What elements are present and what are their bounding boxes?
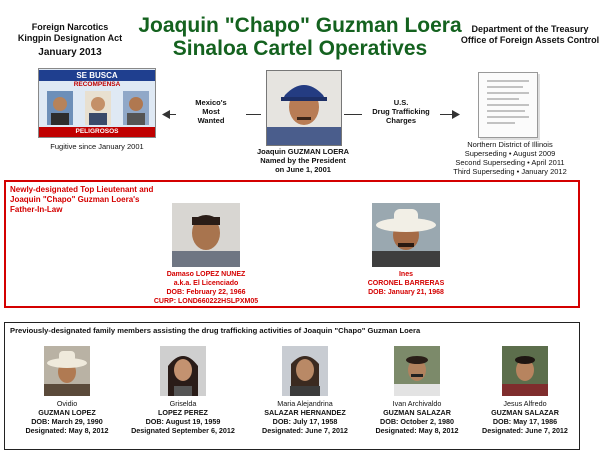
member-dob: DOB: October 2, 1980 (380, 417, 454, 426)
lopez-nunez-curp: CURP: LOND660222HSLPXM05 (153, 298, 259, 305)
most-wanted-line-1: Mexico's (195, 98, 227, 107)
member-designated: Designated: June 7, 2012 (262, 426, 348, 435)
member-first-name: Maria Alejandrina (277, 399, 333, 408)
agency-name (460, 24, 600, 46)
page-title (120, 14, 480, 60)
newly-heading-line-1: Newly-designated Top Lieutenant and (10, 185, 154, 194)
title-line-2: Sinaloa Cartel Operatives (172, 37, 428, 60)
coronel-barreras-photo (372, 203, 440, 267)
guzman-loera-name: Joaquin GUZMAN LOERA (256, 147, 350, 156)
newly-heading-line-3: Father-In-Law (10, 205, 63, 214)
indictment-caption (440, 140, 580, 176)
indictment-superseding-3: Third Superseding • January 2012 (453, 167, 567, 176)
family-member-jesus (470, 399, 580, 435)
most-wanted-label (176, 98, 246, 125)
guzman-loera-caption (238, 147, 368, 174)
member-dob: DOB: March 29, 1990 (31, 417, 103, 426)
agency-line-2: Office of Foreign Assets Control (460, 35, 600, 45)
poster-footer: PELIGROSOS (39, 127, 155, 137)
agency-line-1: Department of the Treasury (471, 24, 589, 34)
poster-photo-1 (47, 91, 73, 125)
lopez-nunez-caption (136, 270, 276, 306)
member-last-name: GUZMAN SALAZAR (383, 408, 451, 417)
poster-title: SE BUSCA (39, 70, 155, 81)
lopez-nunez-alias: a.k.a. El Licenciado (173, 280, 239, 287)
family-heading: Previously-designated family members assisting the drug trafficking activities of Joaquin "Chapo" Guzman Loera (10, 326, 421, 335)
member-last-name: SALAZAR HERNANDEZ (264, 408, 346, 417)
family-photo-maria (282, 346, 328, 396)
coronel-barreras-last-name: CORONEL BARRERAS (367, 280, 445, 287)
wanted-poster (38, 68, 156, 138)
indictment-district: Northern District of Illinois (467, 140, 553, 149)
family-member-griselda (128, 399, 238, 435)
poster-subtitle: RECOMPENSA (73, 81, 121, 88)
act-line-1: Foreign Narcotics (31, 22, 109, 32)
poster-photo-3 (123, 91, 149, 125)
coronel-barreras-caption (346, 270, 466, 297)
member-dob: DOB: May 17, 1986 (492, 417, 558, 426)
drug-charges-line-2: Drug Trafficking (372, 107, 430, 116)
act-line-2: Kingpin Designation Act (17, 33, 123, 43)
member-dob: DOB: August 19, 1959 (145, 417, 221, 426)
newly-heading-line-2: Joaquin "Chapo" Guzman Loera's (10, 195, 140, 204)
member-designated: Designated: June 7, 2012 (482, 426, 568, 435)
drug-charges-line-3: Charges (385, 116, 416, 125)
member-dob: DOB: July 17, 1958 (272, 417, 338, 426)
member-last-name: GUZMAN SALAZAR (491, 408, 559, 417)
poster-photo-2 (85, 91, 111, 125)
lopez-nunez-dob: DOB: February 22, 1966 (166, 289, 246, 296)
title-line-1: Joaquin "Chapo" Guzman Loera (138, 14, 462, 37)
most-wanted-line-3: Wanted (197, 116, 225, 125)
family-member-ivan (362, 399, 472, 435)
family-member-maria (250, 399, 360, 435)
family-photo-griselda (160, 346, 206, 396)
guzman-loera-named-line: Named by the President (260, 156, 346, 165)
arrowhead-right-icon (452, 110, 460, 119)
most-wanted-line-2: Most (202, 107, 220, 116)
member-first-name: Ivan Archivaldo (392, 399, 442, 408)
family-photo-ovidio (44, 346, 90, 396)
family-member-ovidio (12, 399, 122, 435)
family-photo-ivan (394, 346, 440, 396)
family-photo-jesus (502, 346, 548, 396)
coronel-barreras-dob: DOB: January 21, 1968 (368, 289, 444, 296)
lopez-nunez-photo (172, 203, 240, 267)
member-designated: Designated: May 8, 2012 (25, 426, 109, 435)
member-designated: Designated September 6, 2012 (131, 426, 235, 435)
guzman-loera-photo (266, 70, 342, 146)
issue-date: January 2013 (38, 47, 102, 58)
act-name (10, 22, 130, 44)
member-first-name: Griselda (169, 399, 197, 408)
arrowhead-left-icon (162, 110, 170, 119)
poster-caption: Fugitive since January 2001 (50, 142, 144, 151)
member-designated: Designated: May 8, 2012 (375, 426, 459, 435)
member-first-name: Jesus Alfredo (503, 399, 547, 408)
lopez-nunez-name: Damaso LOPEZ NUNEZ (166, 271, 246, 278)
member-last-name: LOPEZ PEREZ (158, 408, 208, 417)
coronel-barreras-first-name: Ines (398, 271, 413, 278)
member-last-name: GUZMAN LOPEZ (38, 408, 96, 417)
drug-charges-line-1: U.S. (393, 98, 409, 107)
drug-charges-label (362, 98, 440, 125)
guzman-loera-date-line: on June 1, 2001 (275, 165, 331, 174)
indictment-superseding-1: Superseding • August 2009 (464, 149, 556, 158)
indictment-superseding-2: Second Superseding • April 2011 (455, 158, 565, 167)
indictment-document-icon (478, 72, 538, 138)
member-first-name: Ovidio (56, 399, 78, 408)
